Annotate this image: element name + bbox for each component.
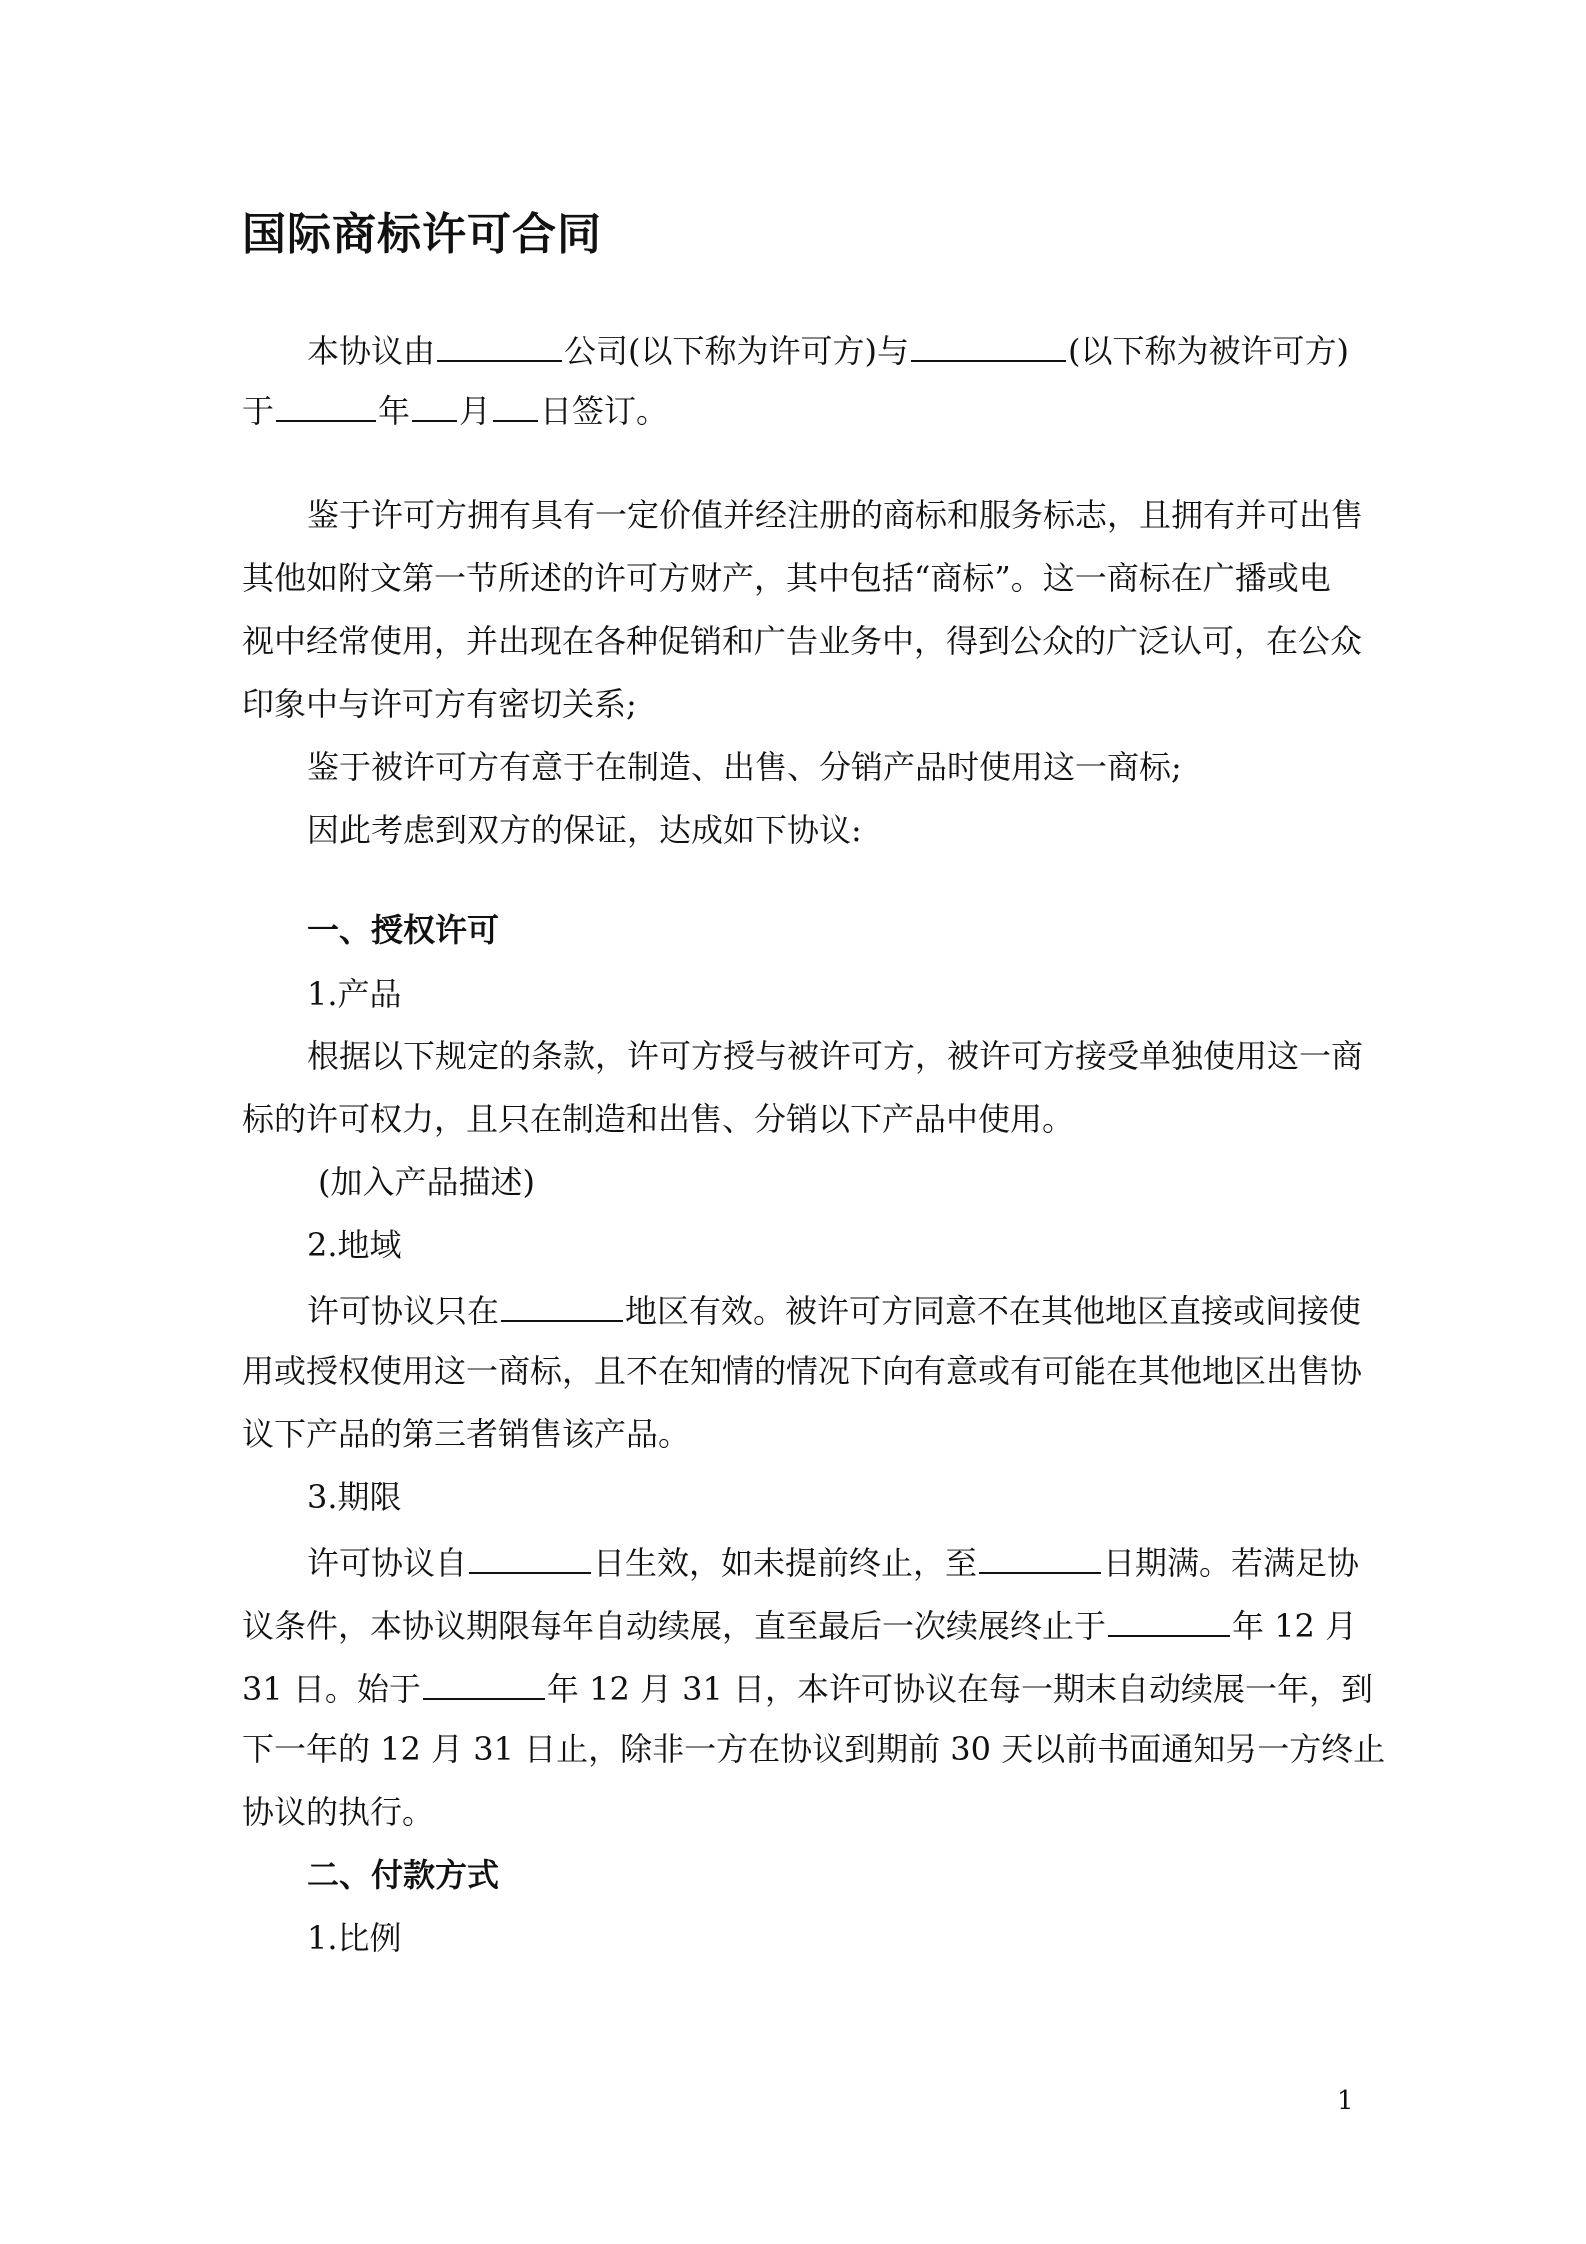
section-2-heading: 二、付款方式 — [307, 1856, 500, 1894]
blank-year — [276, 386, 376, 422]
item-1-text: 标的许可权力，且只在制造和出售、分销以下产品中使用。 — [242, 1100, 1075, 1138]
blank-month — [412, 386, 457, 422]
blank-start-date — [469, 1538, 591, 1574]
blank-licensee-name — [911, 326, 1066, 362]
blank-start-year — [423, 1664, 545, 1700]
item-3-text: 日生效，如未提前终止，至 — [593, 1544, 978, 1582]
item-3-title: 3.期限 — [307, 1478, 402, 1516]
recital-3: 因此考虑到双方的保证，达成如下协议: — [307, 811, 862, 849]
recital-2: 鉴于被许可方有意于在制造、出售、分销产品时使用这一商标; — [307, 748, 1182, 786]
item-3-line-3 — [242, 1664, 1373, 1711]
recital-1-line: 其他如附文第一节所述的许可方财产，其中包括“商标”。这一商标在广播或电 — [242, 559, 1331, 597]
item-2-text: 地区有效。被许可方同意不在其他地区直接或间接使 — [625, 1292, 1362, 1330]
item-3-text: 议条件，本协议期限每年自动续展，直至最后一次续展终止于 — [242, 1607, 1107, 1645]
item-1-title: 1.产品 — [307, 975, 402, 1013]
recital-1-line: 印象中与许可方有密切关系; — [242, 685, 637, 723]
item-2-line-2: 用或授权使用这一商标，且不在知情的情况下向有意或有可能在其他地区出售协 — [242, 1352, 1363, 1390]
document-title: 国际商标许可合同 — [242, 209, 602, 260]
intro-text: 公司(以下称为许可方)与 — [564, 332, 909, 370]
item-3-line-1 — [307, 1538, 1359, 1585]
recital-1-line: 鉴于许可方拥有具有一定价值并经注册的商标和服务标志，且拥有并可出售 — [307, 496, 1364, 534]
item-3-line-2 — [242, 1601, 1357, 1648]
item-3-text: 年 12 月 — [1232, 1607, 1358, 1645]
blank-end-date — [979, 1538, 1101, 1574]
section-1-heading: 一、授权许可 — [307, 911, 500, 949]
item-2-text: 许可协议只在 — [307, 1292, 500, 1330]
item-3-line-5: 协议的执行。 — [242, 1793, 435, 1831]
intro-text: 月 — [459, 392, 492, 430]
item-3-text: 许可协议自 — [307, 1544, 468, 1582]
intro-text: 日签订。 — [540, 392, 669, 430]
item-2-line-3: 议下产品的第三者销售该产品。 — [242, 1415, 691, 1453]
item-1-note: (加入产品描述) — [318, 1163, 535, 1201]
item-3-line-4: 下一年的 12 月 31 日止，除非一方在协议到期前 30 天以前书面通知另一方终止 — [242, 1730, 1386, 1768]
intro-text: 本协议由 — [307, 332, 436, 370]
intro-text: 年 — [378, 392, 411, 430]
section-2-item-1-title: 1.比例 — [307, 1919, 402, 1957]
item-1-text: 根据以下规定的条款，许可方授与被许可方，被许可方接受单独使用这一商 — [307, 1037, 1364, 1075]
item-3-text: 年 12 月 31 日，本许可协议在每一期末自动续展一年，到 — [546, 1670, 1374, 1708]
item-3-text: 日期满。若满足协 — [1103, 1544, 1360, 1582]
blank-day — [493, 386, 538, 422]
intro-text: 于 — [242, 392, 275, 430]
intro-line-2 — [242, 386, 668, 433]
blank-region — [501, 1286, 623, 1322]
recital-1-line: 视中经常使用，并出现在各种促销和广告业务中，得到公众的广泛认可，在公众 — [242, 622, 1363, 660]
intro-text: (以下称为被许可方) — [1068, 332, 1349, 370]
intro-line-1 — [307, 326, 1349, 373]
item-3-text: 31 日。始于 — [242, 1670, 421, 1708]
blank-licensor-name — [437, 326, 562, 362]
blank-final-year — [1108, 1601, 1230, 1637]
item-2-line-1 — [307, 1286, 1361, 1333]
page-number: 1 — [1337, 2086, 1354, 2116]
item-2-title: 2.地域 — [307, 1226, 402, 1264]
